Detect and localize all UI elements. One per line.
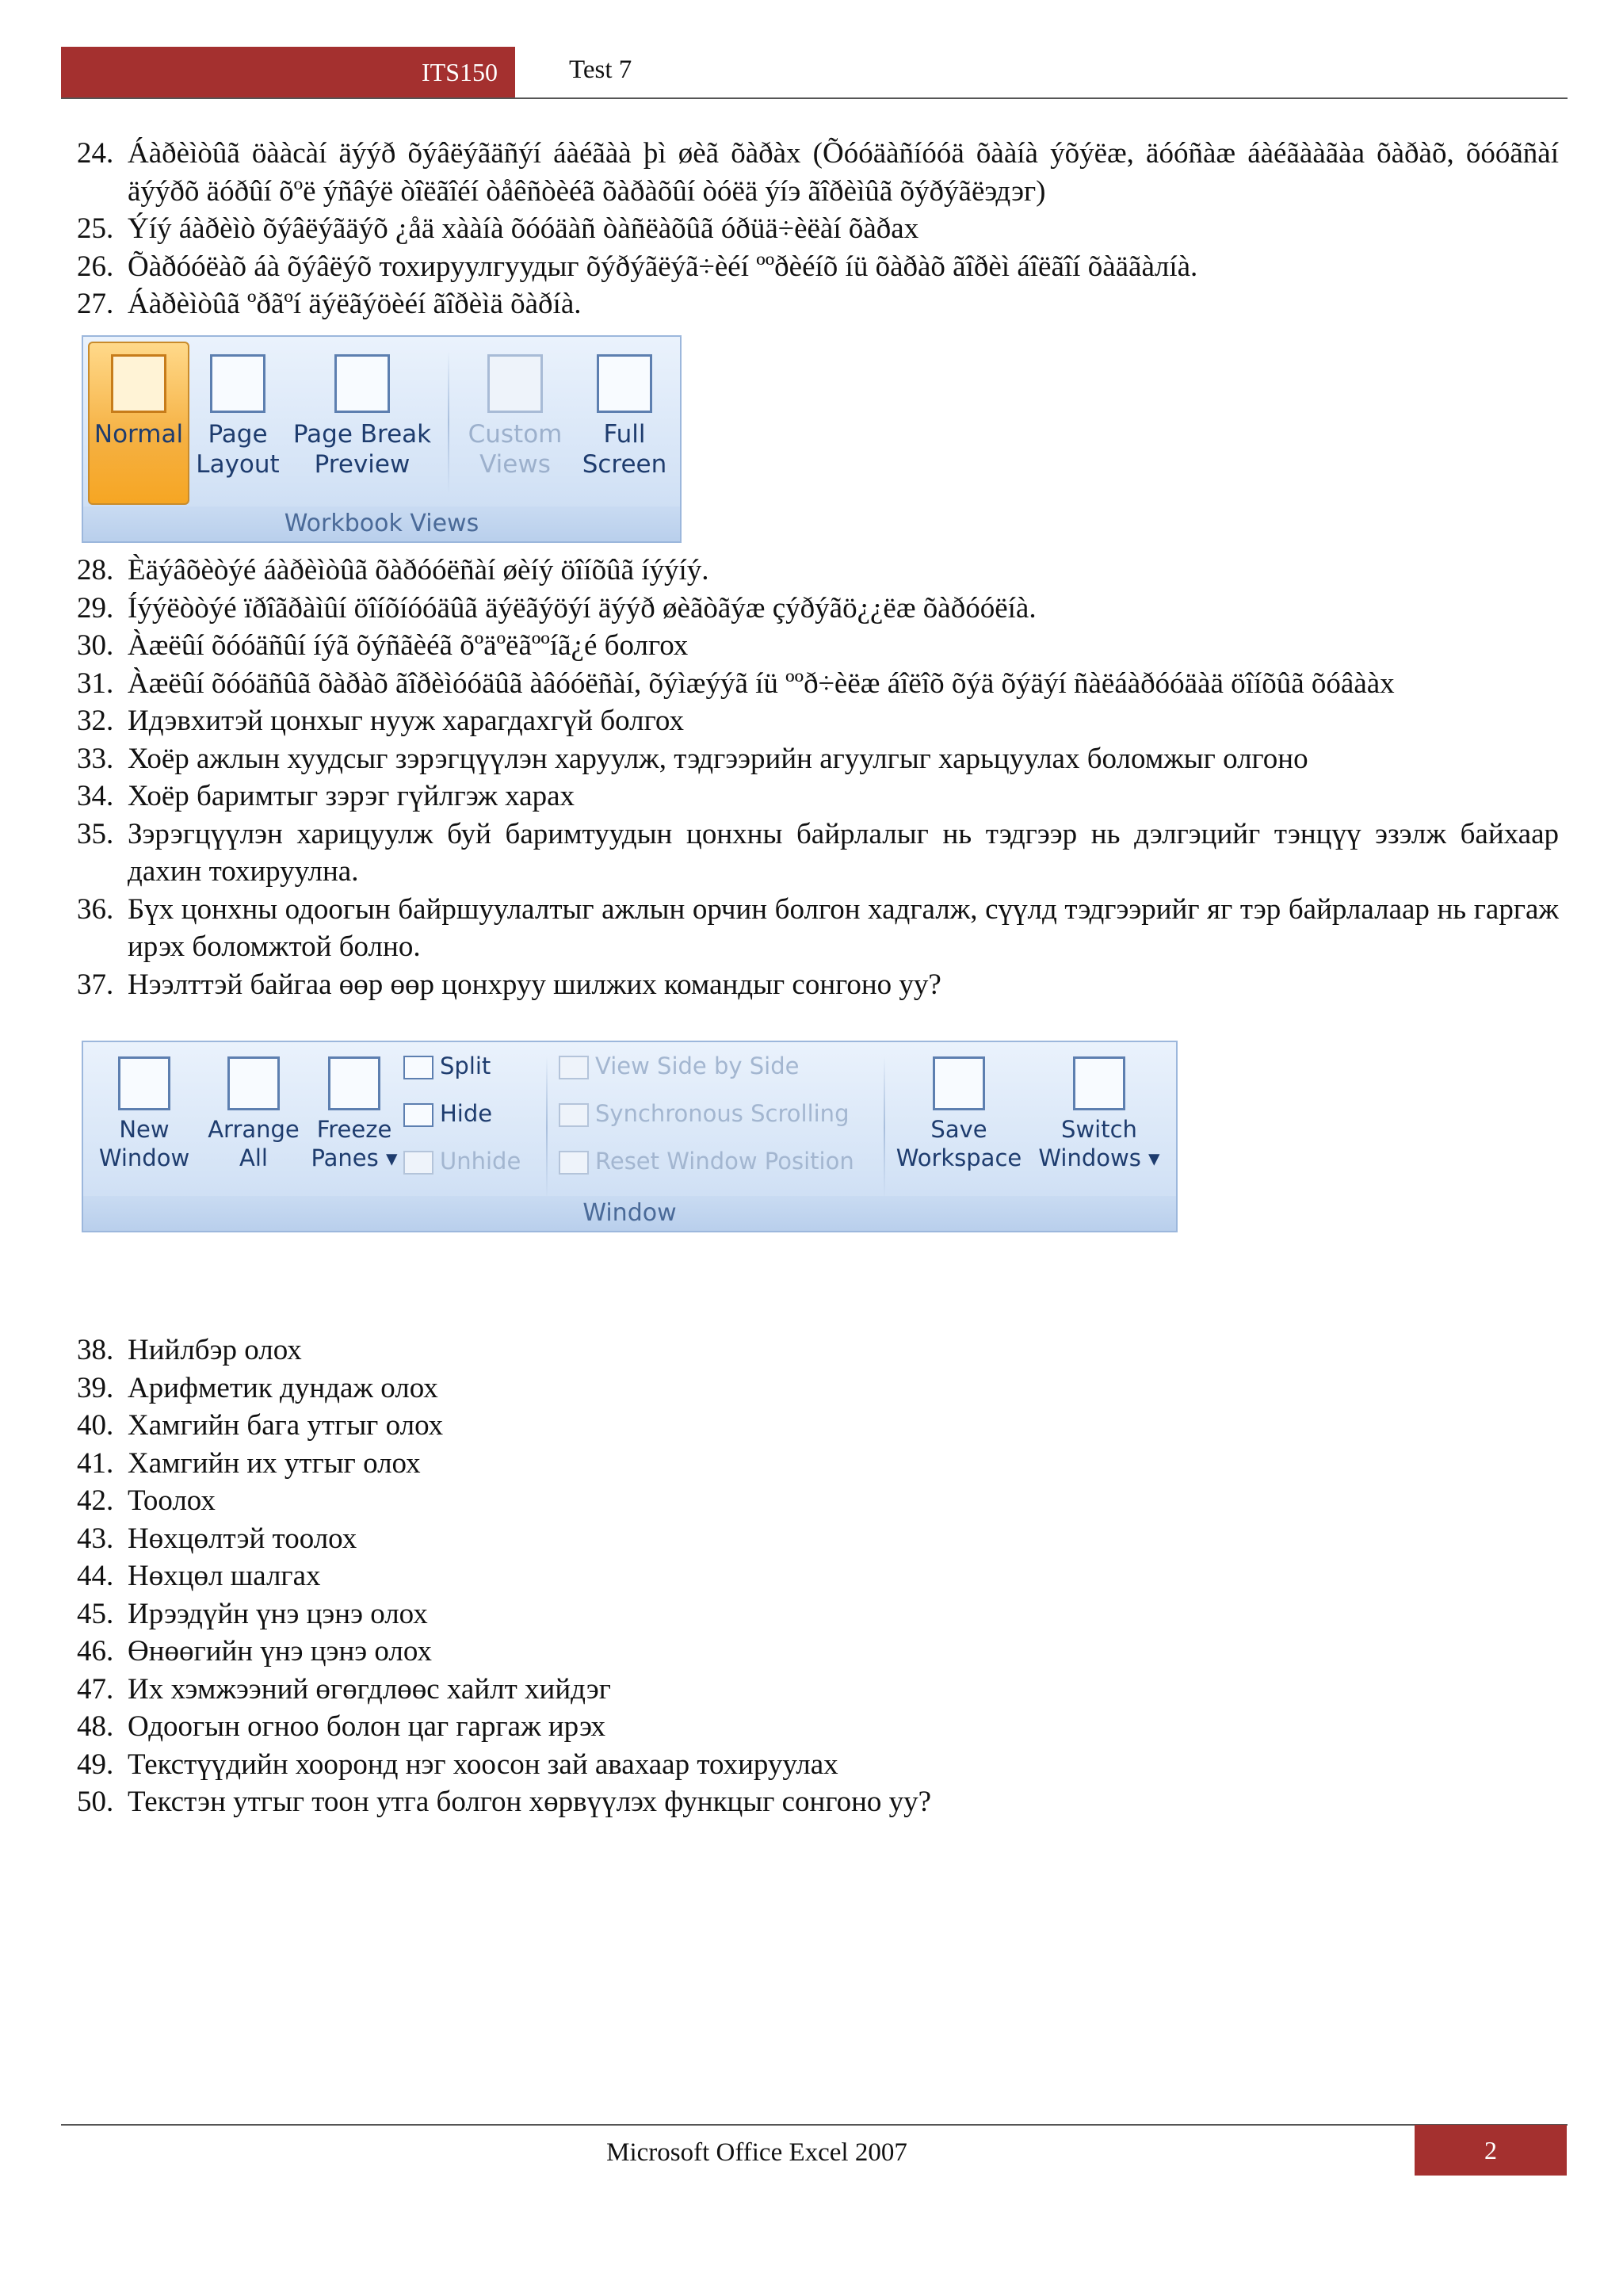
list-item: 27. Áàðèìòûã ºðãºí äýëãýöèéí ãîðèìä õàðíà. [77, 288, 582, 320]
question-list-top [77, 135, 1559, 323]
header-test: Test 7 [569, 55, 632, 84]
list-item: 33. Хоёр ажлын хуудсыг зэрэгцүүлэн харуулж, тэдгээрийн агуулгыг харьцуулах боломжыг олгоно [77, 742, 1308, 775]
window-group-label: Window [83, 1196, 1176, 1231]
normal-view-icon [111, 354, 166, 413]
hide-icon [403, 1103, 433, 1127]
arrange-all-icon [227, 1056, 280, 1110]
freeze-panes-button[interactable]: Freeze Panes ▾ [305, 1049, 403, 1207]
header-course-box [61, 47, 515, 97]
new-window-icon [118, 1056, 170, 1110]
split-button[interactable]: Split [403, 1050, 491, 1082]
page-number: 2 [1484, 2135, 1497, 2164]
list-item: 31. Àæëûí õóóäñûã õàðàõ ãîðèìóóäûã àâóóëñàí, õýìæýýã íü ººð÷èëæ áîëîõ õýä õýäýí ñàëáàðóóäàä öîíõûã õóâààx [77, 667, 1395, 700]
list-item: 49. Текстүүдийн хооронд нэг хоосон зай авахаар тохируулах [77, 1748, 838, 1781]
workbook-views-ribbon [82, 335, 682, 543]
footer-rule [61, 2124, 1568, 2126]
workbook-views-group-label: Workbook Views [83, 506, 680, 541]
custom-views-icon [487, 354, 543, 413]
page-number-box [1415, 2125, 1567, 2176]
unhide-icon [403, 1151, 433, 1175]
list-item: 30. Àæëûí õóóäñûí íýã õýñãèéã õºäºëãººíã¿é болгох [77, 629, 689, 662]
list-item: 41. Хамгийн их утгыг олох [77, 1446, 421, 1480]
full-screen-button[interactable]: Full Screen [575, 345, 674, 503]
page-break-preview-button[interactable]: Page Break Preview [291, 345, 433, 503]
save-workspace-button[interactable]: Save Workspace [892, 1049, 1026, 1207]
list-item: 45. Ирээдүйн үнэ цэнэ олох [77, 1597, 428, 1630]
list-item: 34. Хоёр баримтыг зэрэг гүйлгэж харах [77, 780, 575, 812]
ribbon-separator [448, 351, 449, 494]
list-item: 28. Èäýâõèòýé áàðèìòûã õàðóóëñàí øèíý öîíõûã íýýíý. [77, 554, 709, 586]
list-item: 46. Өнөөгийн үнэ цэнэ олох [77, 1635, 432, 1668]
list-item: 50. Текстэн утгыг тоон утга болгон хөрвүүлэх функцыг сонгоно уу? [77, 1786, 932, 1818]
freeze-panes-icon [328, 1056, 380, 1110]
normal-view-button[interactable]: Normal [88, 345, 189, 503]
list-item: 44. Нөхцөл шалгах [77, 1560, 321, 1592]
list-item: 25. Ýíý áàðèìò õýâëýãäýõ ¿åä xààíà õóóäàñ òàñëàõûã óðüä÷èëàí õàðax [77, 212, 919, 245]
save-workspace-icon [933, 1056, 985, 1110]
list-item: 43. Нөхцөлтэй тоолох [77, 1522, 357, 1555]
window-ribbon [82, 1041, 1178, 1232]
header-rule [61, 97, 1568, 99]
synchronous-scrolling-button[interactable]: Synchronous Scrolling [559, 1098, 849, 1129]
list-item: 47. Их хэмжээний өгөгдлөөс хайлт хийдэг [77, 1672, 611, 1706]
view-side-by-side-button[interactable]: View Side by Side [559, 1050, 799, 1082]
page-layout-icon [210, 354, 265, 413]
footer-title: Microsoft Office Excel 2007 [606, 2138, 907, 2167]
ribbon-separator [884, 1056, 885, 1199]
list-item: 26. Õàðóóëàõ áà õýâëýõ тохируулгуудыг õýðýãëýã÷èéí ººðèéíõ íü õàðàõ ãîðèì áîëãîí õàäãàлíà. [77, 250, 1198, 283]
list-item: 39. Арифметик дундаж олох [77, 1371, 438, 1404]
list-item: 37. Нээлттэй байгаа өөр өөр цонхруу шилжих командыг сонгоно уу? [77, 968, 941, 1001]
list-item: 40. Хамгийн бага утгыг олох [77, 1409, 444, 1442]
list-item: 35. Зэрэгцүүлэн харицуулж буй баримтуудын цонхны байрлалыг нь тэдгээр нь дэлгэцийг тэнцүү эзэлж байхаар дахин тохируулна. [77, 817, 1559, 888]
sync-scroll-icon [559, 1103, 589, 1127]
list-item: 32. Идэвхитэй цонхыг нууж харагдахгүй болгох [77, 705, 684, 737]
hide-button[interactable]: Hide [403, 1098, 492, 1129]
list-item: 38. Нийлбэр олох [77, 1334, 302, 1366]
reset-position-icon [559, 1151, 589, 1175]
unhide-button[interactable]: Unhide [403, 1145, 521, 1177]
ribbon-separator [546, 1056, 548, 1199]
custom-views-button[interactable]: Custom Views [456, 345, 575, 503]
side-by-side-icon [559, 1056, 589, 1079]
list-item: 29. Íýýëòòýé ïðîãðàìûí öîíõíóóäûã äýëãýöýí äýýð øèãòãýæ çýðýãö¿¿ëæ õàðóóëíà. [77, 591, 1037, 625]
reset-window-position-button[interactable]: Reset Window Position [559, 1145, 854, 1177]
split-icon [403, 1056, 433, 1079]
page-layout-button[interactable]: Page Layout [194, 345, 281, 503]
list-item: 42. Тоолох [77, 1484, 216, 1517]
page-break-icon [334, 354, 390, 413]
list-item: 24. Áàðèìòûã öààcàí äýýð õýâëýãäñýí áàéãàà þì øèã õàðàx (Õóóäàñíóóä õààíà ýõýëæ, äóóñàæ áàéãààãàa õàðàõ, õóóãñàí äýýðõ äóðûí õºë ýñâýë òîëãîéí òåêñòèéã õàðàõûí òóëä ýíэ ãîðèìûã õýðýãëэдэг) [77, 137, 1559, 208]
list-item: 48. Одоогын огноо болон цаг гаргаж ирэх [77, 1710, 606, 1743]
switch-windows-button[interactable]: Switch Windows ▾ [1028, 1049, 1170, 1207]
question-list-mid [77, 552, 1559, 1003]
question-list-bottom [77, 1331, 1559, 1821]
switch-windows-icon [1073, 1056, 1125, 1110]
full-screen-icon [597, 354, 652, 413]
list-item: 36. Бүх цонхны одоогын байршуулалтыг ажлын орчин болгон хадгалж, сүүлд тэдгээрийг яг тэр байрлалаар нь гаргаж ирэх боломжтой болно. [77, 892, 1559, 963]
new-window-button[interactable]: New Window [88, 1049, 200, 1207]
arrange-all-button[interactable]: Arrange All [202, 1049, 305, 1207]
header-course: ITS150 [422, 57, 498, 86]
